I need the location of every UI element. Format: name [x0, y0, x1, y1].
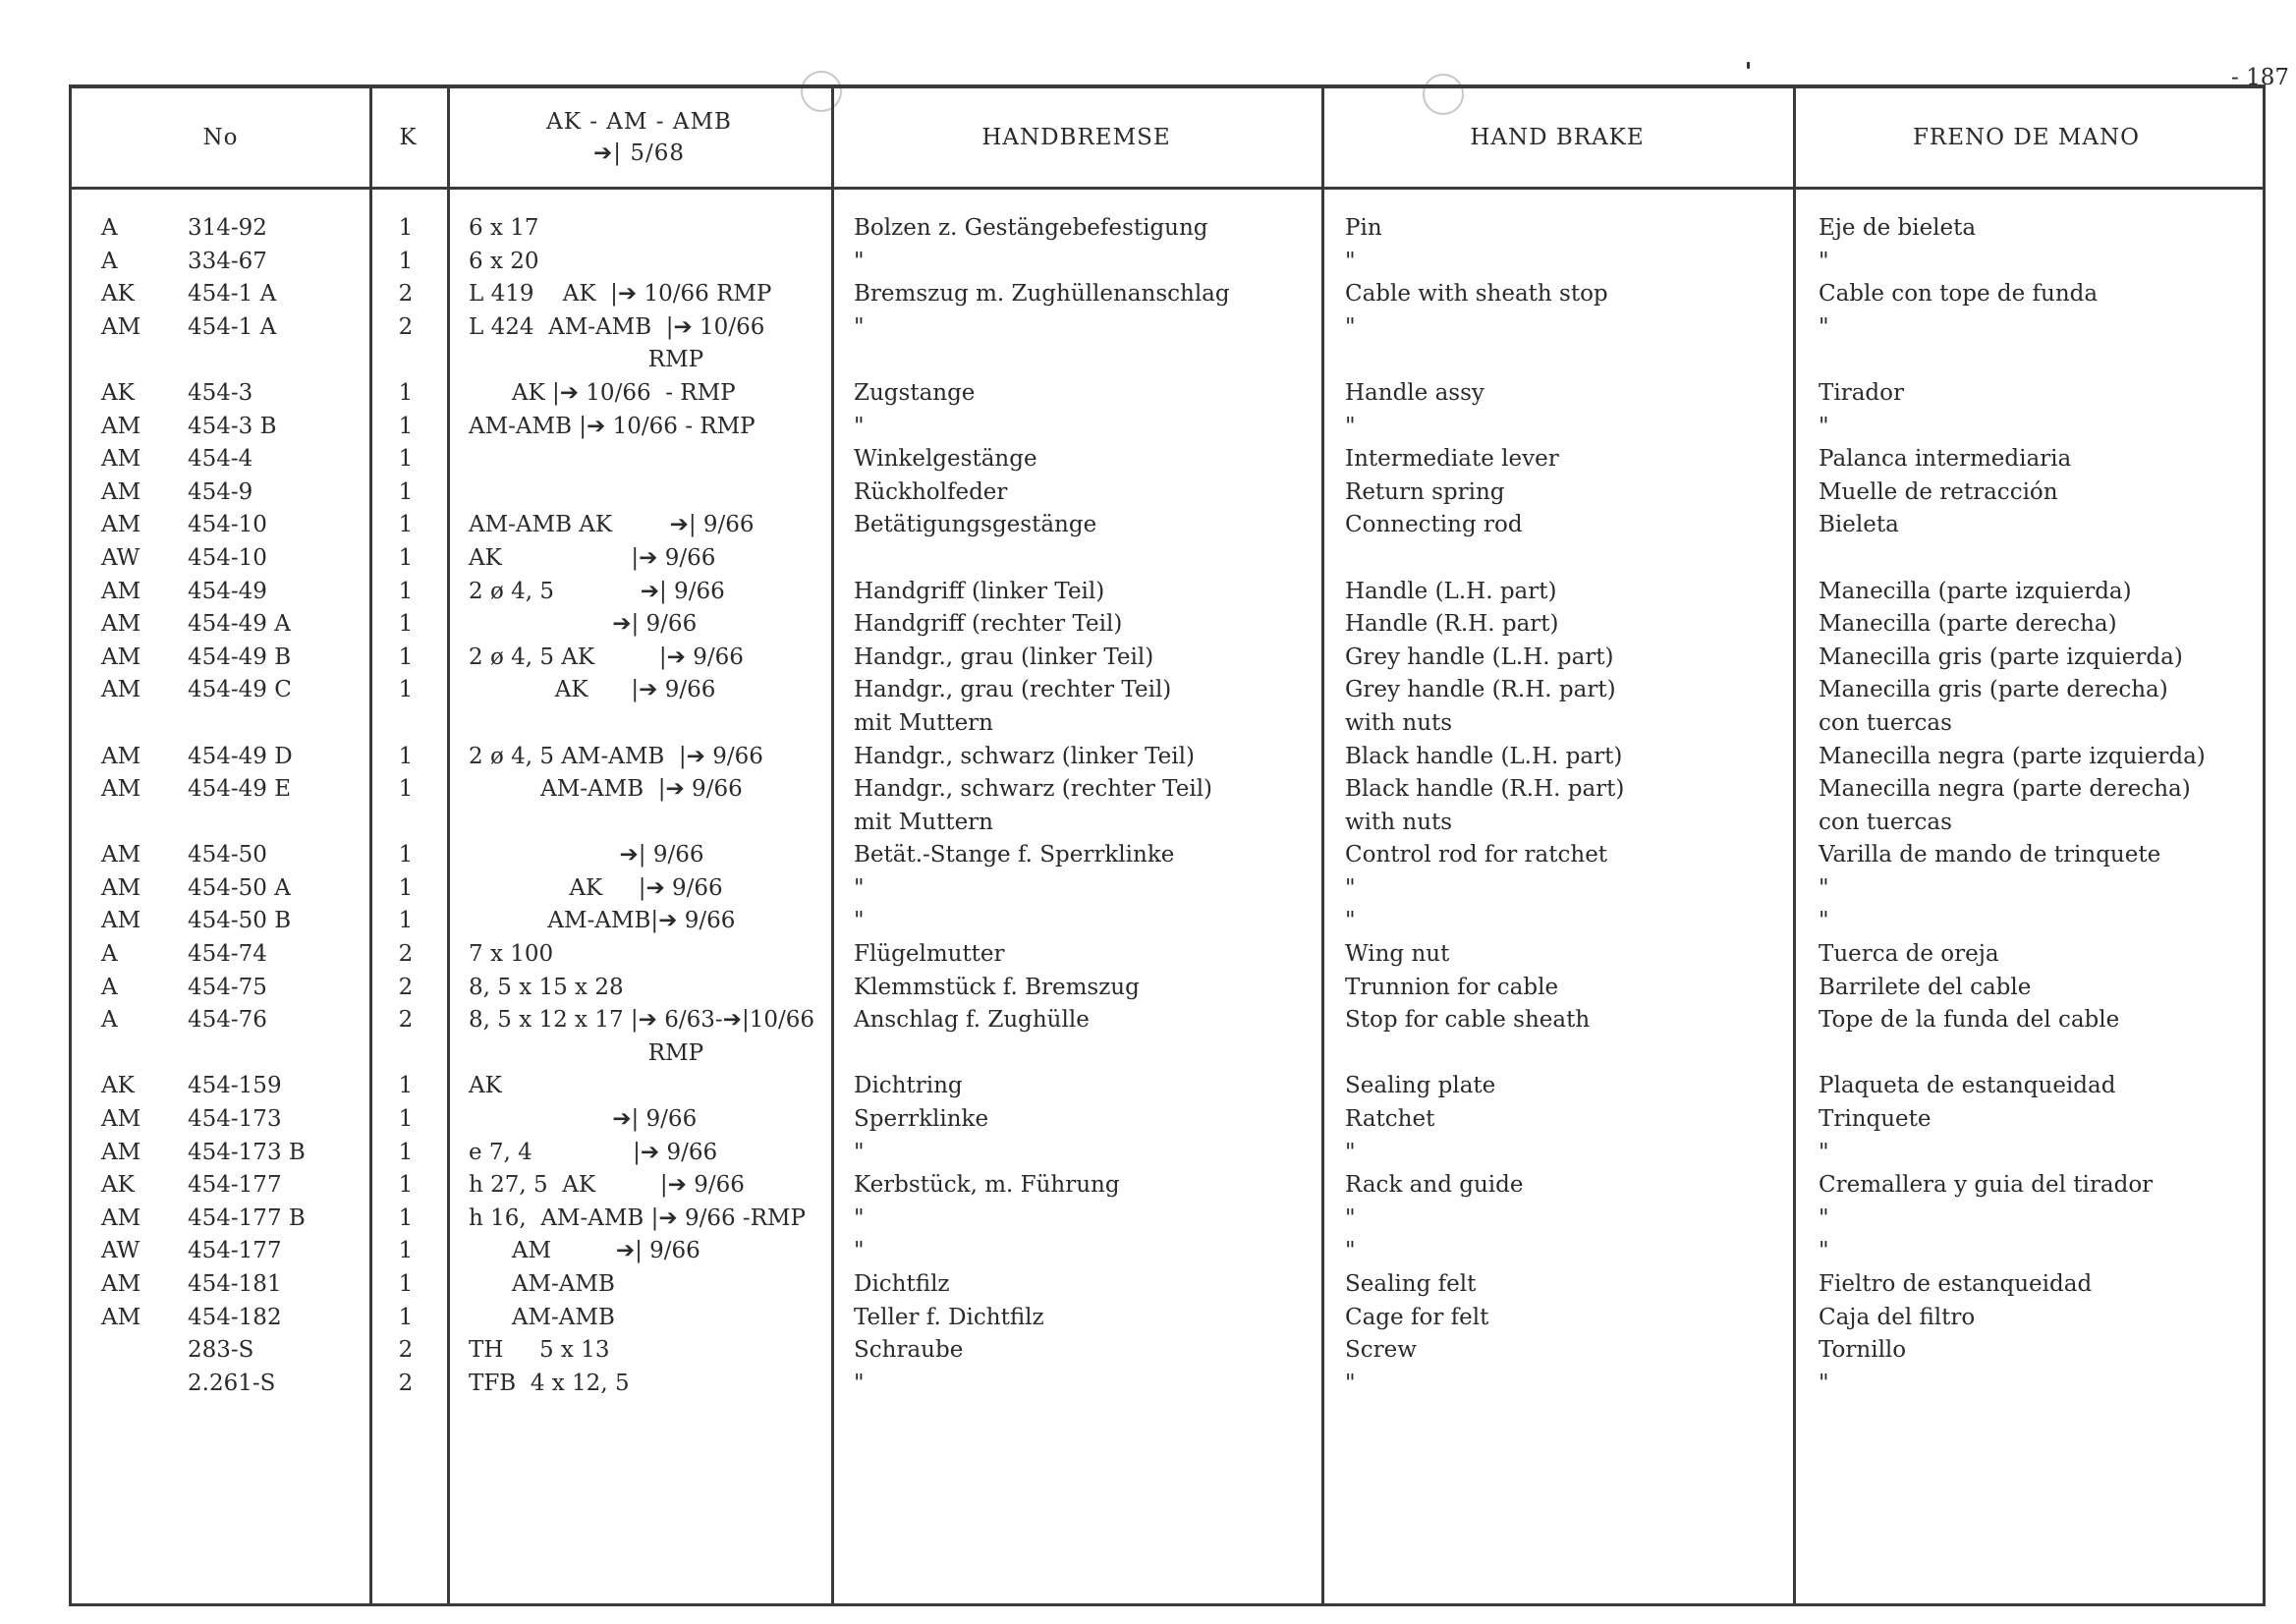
row-german-description: Klemmstück f. Bremszug: [854, 974, 1140, 1000]
row-code: AM: [101, 313, 141, 340]
row-english-description: Handle (L.H. part): [1345, 578, 1557, 604]
row-quantity: 1: [398, 644, 414, 670]
row-code: A: [101, 215, 118, 241]
row-dimensions: 7 x 100: [469, 941, 554, 968]
row-dimensions: AM-AMB: [469, 1304, 615, 1330]
row-code: AK: [101, 379, 135, 406]
row-part-number: 454-3 B: [188, 413, 277, 439]
row-code: A: [101, 941, 118, 968]
row-code: AM: [101, 743, 141, 769]
row-part-number: [188, 707, 414, 741]
row-spanish-description: [1819, 344, 2251, 377]
row-dimensions: ➔| 9/66: [469, 1106, 698, 1133]
row-spanish-description: ": [1819, 908, 1829, 934]
row-spanish-description: Manecilla gris (parte derecha): [1819, 677, 2168, 703]
row-part-number: 454-10: [188, 544, 267, 571]
row-german-description: Anschlag f. Zughülle: [854, 1007, 1090, 1034]
row-english-description: Control rod for ratchet: [1345, 842, 1608, 868]
row-code: AM: [101, 1304, 141, 1330]
row-english-description: Handle (R.H. part): [1345, 611, 1559, 638]
row-spanish-description: Bieleta: [1819, 512, 1899, 538]
row-code: AW: [101, 1238, 140, 1264]
row-quantity: 2: [398, 941, 414, 968]
row-dimensions: AK |➔ 9/66: [469, 544, 716, 571]
column-code: [101, 212, 170, 1400]
row-spanish-description: ": [1819, 1370, 1829, 1396]
row-dimensions: RMP: [469, 1039, 704, 1066]
row-part-number: 454-177: [188, 1238, 282, 1264]
row-quantity: 1: [398, 248, 414, 274]
row-spanish-description: ": [1819, 1238, 1829, 1264]
row-spanish-description: Manecilla (parte derecha): [1819, 611, 2117, 638]
row-dimensions: 6 x 20: [469, 248, 539, 274]
row-code: A: [101, 1007, 118, 1034]
row-german-description: Teller f. Dichtfilz: [854, 1304, 1044, 1330]
row-dimensions: 8, 5 x 15 x 28: [469, 974, 624, 1000]
row-quantity: 1: [398, 1304, 414, 1330]
row-spanish-description: Varilla de mando de trinquete: [1819, 842, 2161, 868]
row-quantity: 2: [398, 313, 414, 340]
row-german-description: [854, 1037, 1365, 1071]
row-dimensions: h 16, AM-AMB |➔ 9/66 -RMP: [469, 1204, 807, 1231]
header-models-line1: AK - AM - AMB: [546, 109, 732, 135]
row-english-description: Grey handle (L.H. part): [1345, 644, 1614, 670]
row-spanish-description: Manecilla gris (parte izquierda): [1819, 644, 2183, 670]
row-spanish-description: Manecilla negra (parte derecha): [1819, 776, 2191, 803]
row-spanish-description: [1819, 1037, 2251, 1071]
column-english: [1345, 212, 1777, 1400]
row-german-description: [854, 344, 1365, 377]
row-quantity: 1: [398, 776, 414, 803]
row-part-number: 454-9: [188, 478, 253, 505]
row-english-description: Sealing felt: [1345, 1271, 1477, 1297]
row-dimensions: TFB 4 x 12, 5: [469, 1370, 630, 1396]
row-spanish-description: [1819, 542, 2251, 576]
row-code: [101, 344, 170, 377]
column-quantity: [386, 212, 425, 1400]
row-dimensions: e 7, 4 |➔ 9/66: [469, 1139, 718, 1165]
row-english-description: [1345, 344, 1777, 377]
row-dimensions: AK |➔ 9/66: [469, 677, 716, 703]
row-code: AM: [101, 512, 141, 538]
row-german-description: ": [854, 1139, 865, 1165]
row-part-number: 454-173: [188, 1106, 282, 1133]
row-quantity: 1: [398, 611, 414, 638]
row-code: AM: [101, 578, 141, 604]
row-spanish-description: Tornillo: [1819, 1337, 1907, 1364]
row-quantity: [386, 344, 425, 377]
row-dimensions: ➔| 9/66: [469, 611, 698, 638]
row-dimensions: 8, 5 x 12 x 17 |➔ 6/63-➔|10/66: [469, 1007, 814, 1034]
row-quantity: 1: [398, 1271, 414, 1297]
row-quantity: 1: [398, 215, 414, 241]
row-code: AM: [101, 776, 141, 803]
row-english-description: ": [1345, 1204, 1356, 1231]
row-english-description: Grey handle (R.H. part): [1345, 677, 1616, 703]
row-german-description: ": [854, 248, 865, 274]
row-quantity: 1: [398, 908, 414, 934]
row-english-description: Intermediate lever: [1345, 446, 1559, 473]
row-spanish-description: Tuerca de oreja: [1819, 941, 1999, 968]
row-spanish-description: ": [1819, 313, 1829, 340]
row-quantity: 1: [398, 578, 414, 604]
row-german-description: mit Muttern: [854, 809, 993, 835]
row-quantity: 1: [398, 478, 414, 505]
row-code: AM: [101, 1106, 141, 1133]
row-quantity: 1: [398, 446, 414, 473]
row-part-number: 454-1 A: [188, 281, 277, 308]
row-quantity: 2: [398, 1337, 414, 1364]
row-german-description: Rückholfeder: [854, 478, 1008, 505]
row-dimensions: 2 ø 4, 5 AK |➔ 9/66: [469, 644, 744, 670]
row-spanish-description: ": [1819, 1139, 1829, 1165]
row-english-description: Sealing plate: [1345, 1073, 1496, 1099]
row-quantity: 1: [398, 413, 414, 439]
row-german-description: ": [854, 1238, 865, 1264]
row-part-number: 454-181: [188, 1271, 282, 1297]
row-spanish-description: Plaqueta de estanqueidad: [1819, 1073, 2116, 1099]
row-code: [101, 1368, 170, 1401]
row-part-number: 454-4: [188, 446, 253, 473]
row-part-number: [188, 807, 414, 840]
row-part-number: 454-177: [188, 1172, 282, 1199]
row-part-number: 454-49 B: [188, 644, 292, 670]
row-english-description: Ratchet: [1345, 1106, 1435, 1133]
row-part-number: 454-50: [188, 842, 267, 868]
row-code: AM: [101, 842, 141, 868]
row-english-description: ": [1345, 313, 1356, 340]
row-english-description: ": [1345, 874, 1356, 901]
row-part-number: 283-S: [188, 1337, 254, 1364]
row-spanish-description: Tirador: [1819, 379, 1904, 406]
row-part-number: 454-10: [188, 512, 267, 538]
row-english-description: ": [1345, 413, 1356, 439]
row-part-number: 2.261-S: [188, 1370, 276, 1396]
row-code: AM: [101, 874, 141, 901]
parts-table: [69, 84, 2266, 1606]
row-quantity: 1: [398, 1106, 414, 1133]
row-german-description: ": [854, 908, 865, 934]
row-code: AK: [101, 1073, 135, 1099]
row-spanish-description: Fieltro de estanqueidad: [1819, 1271, 2093, 1297]
column-divider: [447, 88, 450, 1603]
row-german-description: Betätigungsgestänge: [854, 512, 1097, 538]
column-divider: [1793, 88, 1796, 1603]
row-quantity: 2: [398, 281, 414, 308]
row-german-description: mit Muttern: [854, 709, 993, 736]
row-spanish-description: Cable con tope de funda: [1819, 281, 2099, 308]
row-part-number: 454-75: [188, 974, 267, 1000]
row-quantity: 1: [398, 842, 414, 868]
row-quantity: 2: [398, 974, 414, 1000]
row-code: AM: [101, 1271, 141, 1297]
row-dimensions: [469, 807, 881, 840]
row-spanish-description: Eje de bieleta: [1819, 215, 1977, 241]
header-models: [447, 88, 831, 187]
row-german-description: Handgr., grau (linker Teil): [854, 644, 1154, 670]
row-quantity: 2: [398, 1370, 414, 1396]
row-english-description: [1345, 542, 1777, 576]
row-english-description: Stop for cable sheath: [1345, 1007, 1591, 1034]
column-german: [854, 212, 1365, 1400]
row-part-number: 454-177 B: [188, 1204, 306, 1231]
row-german-description: ": [854, 874, 865, 901]
row-english-description: ": [1345, 1139, 1356, 1165]
row-code: AM: [101, 908, 141, 934]
row-dimensions: [469, 476, 881, 510]
row-german-description: Handgr., schwarz (linker Teil): [854, 743, 1195, 769]
row-part-number: 454-49 C: [188, 677, 292, 703]
row-german-description: ": [854, 1204, 865, 1231]
row-dimensions: L 419 AK |➔ 10/66 RMP: [469, 281, 772, 308]
row-part-number: [188, 1037, 414, 1071]
row-spanish-description: ": [1819, 874, 1829, 901]
row-part-number: 454-173 B: [188, 1139, 306, 1165]
row-code: AM: [101, 611, 141, 638]
row-quantity: 1: [398, 1238, 414, 1264]
row-dimensions: AM ➔| 9/66: [469, 1238, 700, 1264]
row-german-description: Bremszug m. Zughüllenanschlag: [854, 281, 1230, 308]
row-german-description: Handgr., schwarz (rechter Teil): [854, 776, 1213, 803]
ink-speck: [1747, 62, 1750, 69]
row-quantity: 2: [398, 1007, 414, 1034]
row-english-description: Cage for felt: [1345, 1304, 1489, 1330]
row-code: [101, 1334, 170, 1368]
row-quantity: 1: [398, 1139, 414, 1165]
row-german-description: Schraube: [854, 1337, 964, 1364]
header-spanish: FRENO DE MANO: [1912, 125, 2141, 150]
header-english: HAND BRAKE: [1470, 125, 1645, 150]
row-part-number: 454-74: [188, 941, 267, 968]
row-english-description: ": [1345, 1238, 1356, 1264]
row-german-description: Bolzen z. Gestängebefestigung: [854, 215, 1208, 241]
row-quantity: [386, 1037, 425, 1071]
row-english-description: Black handle (L.H. part): [1345, 743, 1623, 769]
row-german-description: Flügelmutter: [854, 941, 1005, 968]
row-spanish-description: Barrilete del cable: [1819, 974, 2032, 1000]
row-part-number: 454-50 A: [188, 874, 291, 901]
row-german-description: ": [854, 313, 865, 340]
row-dimensions: AK |➔ 9/66: [469, 874, 723, 901]
row-part-number: 454-50 B: [188, 908, 292, 934]
page-number: - 187: [2231, 65, 2289, 90]
row-german-description: Kerbstück, m. Führung: [854, 1172, 1120, 1199]
row-german-description: Zugstange: [854, 379, 976, 406]
row-quantity: [386, 707, 425, 741]
row-dimensions: AK: [469, 1073, 502, 1099]
header-rule: [72, 187, 2263, 190]
row-code: AM: [101, 446, 141, 473]
row-dimensions: [469, 443, 881, 476]
row-code: [101, 807, 170, 840]
row-english-description: with nuts: [1345, 709, 1453, 736]
row-quantity: 1: [398, 379, 414, 406]
row-dimensions: ➔| 9/66: [469, 842, 704, 868]
row-spanish-description: ": [1819, 1204, 1829, 1231]
row-dimensions: 2 ø 4, 5 AM-AMB |➔ 9/66: [469, 743, 763, 769]
row-part-number: 454-49 D: [188, 743, 293, 769]
row-english-description: ": [1345, 1370, 1356, 1396]
row-spanish-description: Palanca intermediaria: [1819, 446, 2072, 473]
row-german-description: ": [854, 413, 865, 439]
row-code: AM: [101, 478, 141, 505]
row-spanish-description: Muelle de retracción: [1819, 478, 2058, 505]
row-code: AM: [101, 644, 141, 670]
row-quantity: 1: [398, 544, 414, 571]
row-english-description: Rack and guide: [1345, 1172, 1524, 1199]
row-german-description: Winkelgestänge: [854, 446, 1037, 473]
row-german-description: Sperrklinke: [854, 1106, 989, 1133]
row-part-number: 454-3: [188, 379, 253, 406]
row-dimensions: AM-AMB: [469, 1271, 615, 1297]
row-dimensions: 2 ø 4, 5 ➔| 9/66: [469, 578, 725, 604]
row-spanish-description: Cremallera y guia del tirador: [1819, 1172, 2154, 1199]
row-code: [101, 1037, 170, 1071]
header-no: No: [202, 125, 239, 150]
row-spanish-description: con tuercas: [1819, 709, 1952, 736]
row-english-description: Return spring: [1345, 478, 1505, 505]
row-dimensions: AM-AMB|➔ 9/66: [469, 908, 736, 934]
header-models-line2: ➔| 5/68: [593, 140, 685, 166]
row-german-description: ": [854, 1370, 865, 1396]
row-quantity: 1: [398, 512, 414, 538]
row-german-description: Dichtring: [854, 1073, 963, 1099]
row-part-number: 454-49 E: [188, 776, 292, 803]
row-part-number: 454-76: [188, 1007, 267, 1034]
column-dimensions: [469, 212, 881, 1400]
row-part-number: 454-49: [188, 578, 267, 604]
row-english-description: Pin: [1345, 215, 1382, 241]
column-spanish: [1819, 212, 2251, 1400]
row-dimensions: AK |➔ 10/66 - RMP: [469, 379, 736, 406]
row-part-number: 454-1 A: [188, 313, 277, 340]
row-part-number: [188, 344, 414, 377]
row-english-description: Handle assy: [1345, 379, 1484, 406]
row-spanish-description: Tope de la funda del cable: [1819, 1007, 2120, 1034]
row-english-description: Black handle (R.H. part): [1345, 776, 1625, 803]
row-quantity: 1: [398, 677, 414, 703]
row-spanish-description: con tuercas: [1819, 809, 1952, 835]
header-german: HANDBREMSE: [981, 125, 1171, 150]
row-code: AW: [101, 544, 140, 571]
row-code: AM: [101, 1139, 141, 1165]
row-english-description: ": [1345, 248, 1356, 274]
row-english-description: Screw: [1345, 1337, 1417, 1364]
row-dimensions: AM-AMB |➔ 9/66: [469, 776, 743, 803]
row-german-description: Betät.-Stange f. Sperrklinke: [854, 842, 1175, 868]
row-code: AK: [101, 1172, 135, 1199]
row-german-description: Dichtfilz: [854, 1271, 950, 1297]
row-dimensions: AM-AMB |➔ 10/66 - RMP: [469, 413, 756, 439]
row-quantity: [386, 807, 425, 840]
row-code: AM: [101, 1204, 141, 1231]
row-spanish-description: Caja del filtro: [1819, 1304, 1976, 1330]
row-english-description: ": [1345, 908, 1356, 934]
row-dimensions: [469, 707, 881, 741]
row-code: AM: [101, 413, 141, 439]
row-quantity: 1: [398, 1204, 414, 1231]
row-code: A: [101, 248, 118, 274]
row-code: AK: [101, 281, 135, 308]
row-dimensions: h 27, 5 AK |➔ 9/66: [469, 1172, 745, 1199]
row-code: AM: [101, 677, 141, 703]
row-quantity: 1: [398, 743, 414, 769]
row-german-description: Handgriff (linker Teil): [854, 578, 1105, 604]
row-quantity: 1: [398, 1073, 414, 1099]
row-german-description: Handgriff (rechter Teil): [854, 611, 1123, 638]
row-dimensions: RMP: [469, 347, 704, 373]
row-english-description: with nuts: [1345, 809, 1453, 835]
row-english-description: [1345, 1037, 1777, 1071]
row-part-number: 454-159: [188, 1073, 282, 1099]
row-spanish-description: Manecilla negra (parte izquierda): [1819, 743, 2206, 769]
row-dimensions: AM-AMB AK ➔| 9/66: [469, 512, 755, 538]
row-code: [101, 707, 170, 741]
row-part-number: 454-49 A: [188, 611, 291, 638]
row-german-description: Handgr., grau (rechter Teil): [854, 677, 1172, 703]
row-quantity: 1: [398, 1172, 414, 1199]
header-k: K: [399, 125, 418, 150]
row-spanish-description: Manecilla (parte izquierda): [1819, 578, 2132, 604]
row-dimensions: TH 5 x 13: [469, 1337, 610, 1364]
row-code: A: [101, 974, 118, 1000]
row-dimensions: 6 x 17: [469, 215, 539, 241]
row-english-description: Cable with sheath stop: [1345, 281, 1608, 308]
row-part-number: 314-92: [188, 215, 267, 241]
row-spanish-description: ": [1819, 413, 1829, 439]
column-part-number: [188, 212, 414, 1400]
row-spanish-description: Trinquete: [1819, 1106, 1932, 1133]
row-german-description: [854, 542, 1365, 576]
row-english-description: Trunnion for cable: [1345, 974, 1559, 1000]
row-english-description: Wing nut: [1345, 941, 1450, 968]
row-dimensions: L 424 AM-AMB |➔ 10/66: [469, 313, 765, 340]
row-quantity: 1: [398, 874, 414, 901]
row-part-number: 334-67: [188, 248, 267, 274]
row-spanish-description: ": [1819, 248, 1829, 274]
row-english-description: Connecting rod: [1345, 512, 1523, 538]
row-part-number: 454-182: [188, 1304, 282, 1330]
